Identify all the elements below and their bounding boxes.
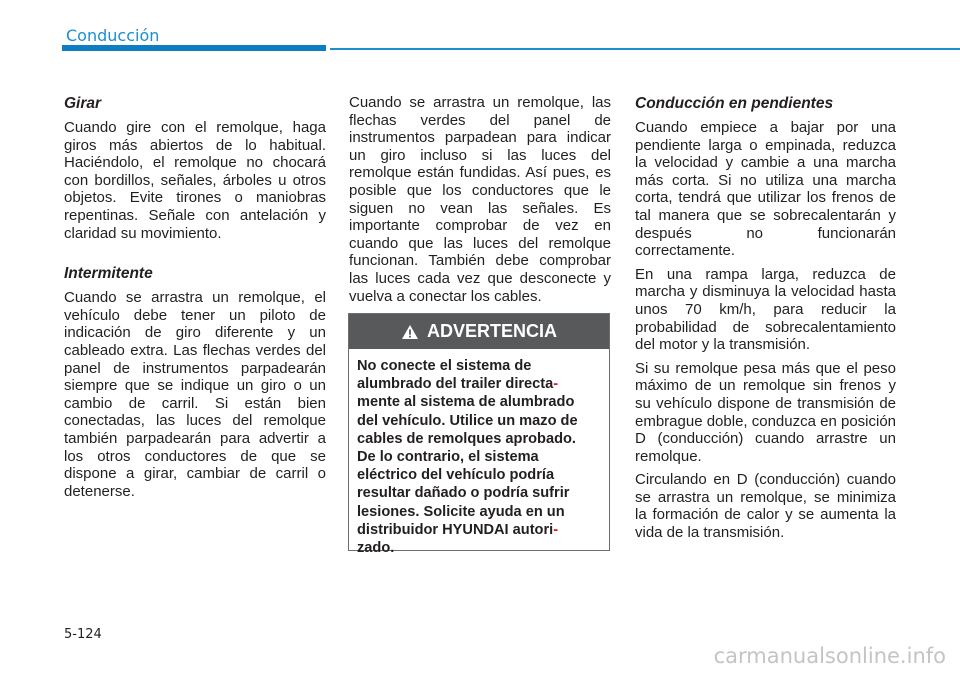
warning-box [348,313,610,557]
warning-line: distribuidor HYUNDAI autori- [357,521,559,538]
warning-triangle-icon [401,324,419,340]
paragraph-pendientes-2: En una rampa larga, reduzca de marcha y disminuya la velocidad hasta unos 70 km/h, para reducir la probabilidad de sobrecalentamiento del motor y la transmisión. [635,265,896,354]
watermark: carmanualsonline.info [713,644,946,668]
warning-text [349,349,609,557]
warning-line: zado. [357,540,395,557]
warning-line: eléctrico del vehículo podría [357,467,555,484]
warning-line: mente al sistema de alumbrado [357,394,575,411]
column-1 [64,94,326,506]
hyphen-mark: - [553,376,559,393]
warning-line: resultar dañado o podría sufrir [357,485,570,502]
section-title: Conducción [66,26,160,45]
header-bar-thin [330,48,960,50]
paragraph-intermitente: Cuando se arrastra un remolque, el vehículo debe tener un piloto de indicación de giro diferente y un cableado extra. Las flechas verdes del panel de instrumentos parpadearán siempre que se indique un giro o un cambio de carril. Si están bien conectadas, las luces del remolque también parpadearán para advertir a los otros conductores de que se dispone a girar, cambiar de carril o detenerse. [64,289,326,500]
warning-title: ADVERTENCIA [426,321,557,341]
column-3 [635,94,896,548]
heading-girar: Girar [64,95,102,112]
warning-line: No conecte el sistema de [357,358,532,374]
heading-intermitente: Intermitente [64,265,153,283]
paragraph-pendientes-1: Cuando empiece a bajar por una pendiente larga o empinada, reduzca la velocidad y cambie a una marcha más corta. Si no utiliza una marcha corta, tendrá que utilizar los frenos de tal manera que se sobrecalentarán y después no funcionarán correctamente. [635,119,896,260]
paragraph-flechas: Cuando se arrastra un remolque, las flechas verdes del panel de instrumentos parpadean para indicar un giro incluso si las luces del remolque están fundidas. Así pues, es posible que los conductores que le siguen no vean las señales. Es importante comprobar de vez en cuando que las luces del remolque funcionan. También debe comprobar las luces cada vez que desconecte y vuelva a conectar los cables. [349,94,611,305]
warning-line: lesiones. Solicite ayuda en un [357,503,565,520]
warning-line: alumbrado del trailer directa- [357,376,559,393]
header-bar-thick [62,45,326,51]
paragraph-girar: Cuando gire con el remolque, haga giros más abiertos de lo habitual. Haciéndolo, el remolque no chocará con bordillos, señales, árboles u otros objetos. Evite tirones o maniobras repentinas. Señale con antelación y claridad su movimiento. [64,119,326,242]
warning-header [349,314,609,349]
column-2 [349,94,611,311]
warning-line: cables de remolques aprobado. [357,430,576,447]
paragraph-pendientes-3: Si su remolque pesa más que el peso máximo de un remolque sin frenos y su vehículo dispone de transmisión de embrague doble, conduzca en posición D (conducción) cuando arrastre un remolque. [635,359,897,465]
hyphen-mark: - [553,521,559,538]
warning-line: De lo contrario, el sistema [357,449,539,466]
paragraph-pendientes-4: Circulando en D (conducción) cuando se arrastra un remolque, se minimiza la formación de calor y se aumenta la vida de la transmisión. [635,471,896,542]
heading-pendientes: Conducción en pendientes [635,95,834,112]
page-number: 5-124 [64,627,102,642]
warning-line: del vehículo. Utilice un mazo de [357,412,578,429]
